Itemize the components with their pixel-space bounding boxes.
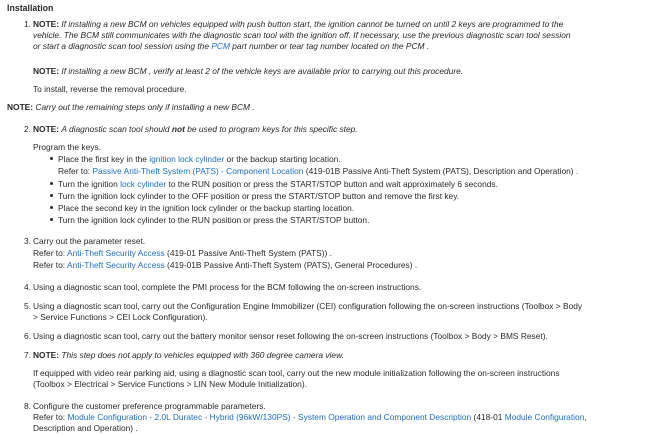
bullet-icon [50, 194, 53, 197]
anti-theft-security-access-link[interactable]: Anti-Theft Security Access [66, 248, 165, 258]
step-2-number: 2. [24, 124, 31, 134]
bullet-5: Turn the ignition lock cylinder to the RUN position or press the START/STOP button. [58, 215, 370, 225]
bullet-icon [50, 206, 53, 209]
section-heading: Installation [7, 3, 54, 13]
anti-theft-security-access-link[interactable]: Anti-Theft Security Access [66, 260, 165, 270]
step-1-reverse-text: To install, reverse the removal procedure. [33, 84, 187, 94]
bullet-1-reference: Refer to: Passive Anti-Theft System (PATS) - Component Location (419-01B Passive Anti-Theft System (PATS), Description and Operation) . [58, 166, 579, 176]
step-2-note: NOTE: A diagnostic scan tool should not be used to program keys for this specific step. [33, 124, 358, 134]
bullet-4: Place the second key in the ignition lock cylinder or the backup starting location. [58, 203, 355, 213]
step-1-note-line-3: or start a diagnostic scan tool session using the PCM part number or tear tag number located on the PCM . [33, 41, 430, 51]
step-6-text: Using a diagnostic scan tool, carry out the battery monitor sensor reset following the on-screen instructions (Toolbox > Body > BMS Reset). [33, 331, 548, 341]
note-label: NOTE: [33, 66, 60, 76]
step-7-note: NOTE: This step does not apply to vehicles equipped with 360 degree camera view. [33, 350, 344, 360]
pats-component-location-link[interactable]: Passive Anti-Theft System (PATS) - Component Location [92, 166, 304, 176]
bullet-3: Turn the ignition lock cylinder to the OFF position or press the START/STOP button and remove the first key. [58, 191, 460, 201]
step-3-reference-2: Refer to: Anti-Theft Security Access (419-01B Passive Anti-Theft System (PATS), General Procedures) . [33, 260, 418, 270]
step-1-note-line-2: vehicle. The BCM still communicates with the diagnostic scan tool with the ignition off. If necessary, use the previous diagnostic scan tool session [33, 30, 571, 40]
remaining-steps-note: NOTE: Carry out the remaining steps only if installing a new BCM . [7, 102, 255, 112]
bullet-icon [50, 218, 53, 221]
step-4-number: 4. [24, 282, 31, 292]
step-5-line-1: Using a diagnostic scan tool, carry out the Configuration Engine Immobilizer (CEI) configuration following the on-screen instructions (Toolbox > Body [33, 301, 583, 311]
step-1-note-2: NOTE: If installing a new BCM , verify at least 2 of the vehicle keys are available prior to carrying out this procedure. [33, 66, 464, 76]
program-keys-text: Program the keys. [33, 142, 101, 152]
bullet-1: Place the first key in the ignition lock cylinder or the backup starting location. [58, 154, 341, 164]
bullet-icon [50, 182, 53, 185]
step-3-number: 3. [24, 236, 31, 246]
step-3-reference-1: Refer to: Anti-Theft Security Access (419-01 Passive Anti-Theft System (PATS)) . [33, 248, 332, 258]
step-1-note [33, 19, 563, 29]
step-8-number: 8. [24, 401, 31, 411]
note-label: NOTE: [33, 19, 60, 29]
step-8-title: Configure the customer preference programmable parameters. [33, 401, 266, 411]
note-label: NOTE: [33, 350, 60, 360]
step-6-number: 6. [24, 331, 31, 341]
step-5-line-2: > Service Functions > CEI Lock Configuration). [33, 312, 208, 322]
step-3-title: Carry out the parameter reset. [33, 236, 146, 246]
step-8-reference: Refer to: Module Configuration - 2.0L Duratec - Hybrid (96kW/130PS) - System Operation and Component Description (418-01 Module Configuration, [33, 412, 587, 422]
step-7-line-2: (Toolbox > Electrical > Service Functions > LIN New Module Initialization). [33, 379, 307, 389]
module-configuration-hybrid-link[interactable]: Module Configuration - 2.0L Duratec - Hybrid (96kW/130PS) - System Operation and Component Description [67, 412, 472, 422]
lock-cylinder-link[interactable]: lock cylinder [120, 179, 167, 189]
step-1-note-line-1: If installing a new BCM on vehicles equipped with push button start, the ignition cannot be turned on until 2 keys are programmed to the [61, 19, 564, 29]
step-7-line-1: If equipped with video rear parking aid, using a diagnostic scan tool, carry out the new module initialization following the on-screen instructions [33, 368, 560, 378]
pcm-link[interactable]: PCM [211, 41, 230, 51]
step-8-line-2: Description and Operation) . [33, 423, 138, 433]
module-configuration-link[interactable]: Module Configuration [504, 412, 585, 422]
step-5-number: 5. [24, 301, 31, 311]
step-4-text: Using a diagnostic scan tool, complete the PMI process for the BCM following the on-screen instructions. [33, 282, 422, 292]
note-label: NOTE: [33, 124, 60, 134]
step-7-number: 7. [24, 350, 31, 360]
step-1-number: 1. [24, 19, 31, 29]
ignition-lock-cylinder-link[interactable]: ignition lock cylinder [149, 154, 225, 164]
bullet-2: Turn the ignition lock cylinder to the RUN position or press the START/STOP button and wait approximately 6 seconds. [58, 179, 498, 189]
note-label: NOTE: [7, 102, 34, 112]
bullet-icon [50, 157, 53, 160]
